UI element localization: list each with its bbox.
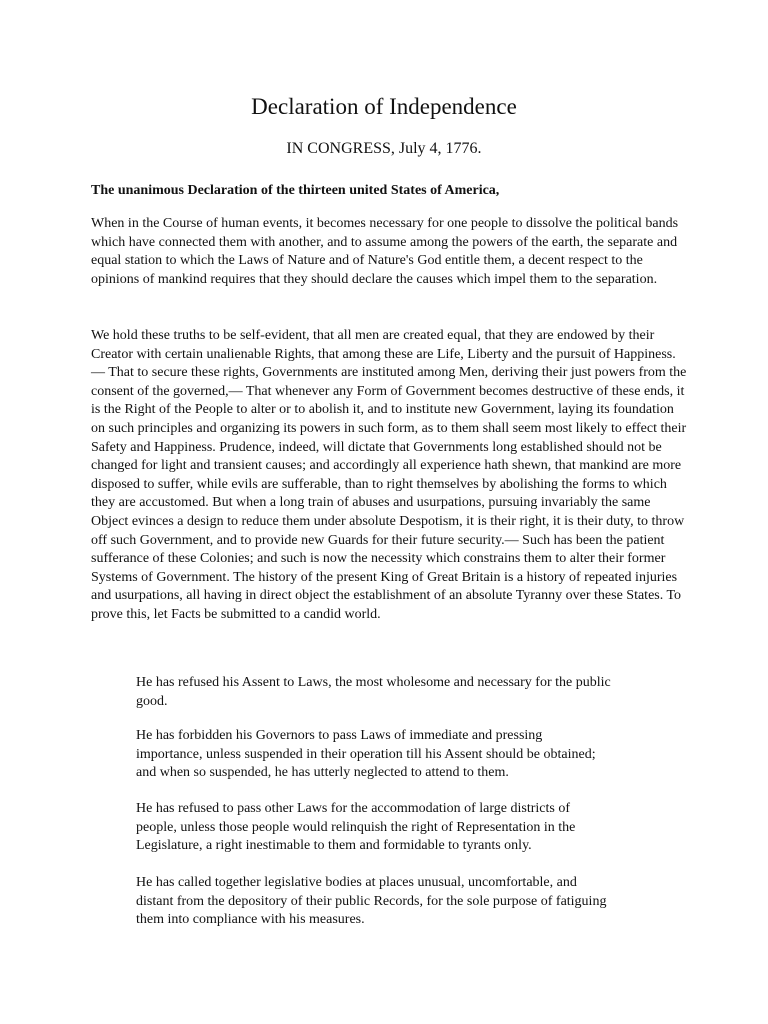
paragraph-truths: We hold these truths to be self-evident, that all men are created equal, that they are endowed by their Creator with certain unalienable Rights, that among these are Life, Liberty and the pursuit of Happiness.— That to secure these rights, Governments are instituted among Men, deriving their just powers from the consent of the governed,— That whenever any Form of Government becomes destructive of these ends, it is the Right of the People to alter or to abolish it, and to institute new Government, laying its foundation on such principles and organizing its powers in such form, as to them shall seem most likely to effect their Safety and Happiness. Prudence, indeed, will dictate that Governments long established should not be changed for light and transient causes; and accordingly all experience hath shewn, that mankind are more disposed to suffer, while evils are sufferable, than to right themselves by abolishing the forms to which they are accustomed. But when a long train of abuses and usurpations, pursuing invariably the same Object evinces a design to reduce them under absolute Despotism, it is their right, it is their duty, to throw off such Government, and to provide new Guards for their future security.— Such has been the patient sufferance of these Colonies; and such is now the necessity which constrains them to alter their former Systems of Government. The history of the present King of Great Britain is a history of repeated injuries and usurpations, all having in direct object the establishment of an absolute Tyranny over these States. To prove this, let Facts be submitted to a candid world. — [91, 328, 687, 622]
lead-heading: The unanimous Declaration of the thirteen united States of America, — [91, 183, 500, 198]
paragraph-preamble: When in the Course of human events, it becomes necessary for one people to dissolve the political bands which have connected them with another, and to assume among the powers of the earth, the separate and equal station to which the Laws of Nature and of Nature's God entitle them, a decent respect to the opinions of mankind requires that they should declare the causes which impel them to the separation. — [91, 216, 679, 287]
grievance-item: He has refused to pass other Laws for the accommodation of large districts of people, unless those people would relinquish the right of Representation in the Legislature, a right inestimable to them and formidable to tyrants only. — [136, 801, 576, 854]
document-title: Declaration of Independence — [251, 94, 517, 119]
document-subtitle: IN CONGRESS, July 4, 1776. — [286, 140, 482, 157]
grievance-item: He has refused his Assent to Laws, the most wholesome and necessary for the public good. — [136, 675, 611, 709]
grievance-item: He has called together legislative bodies at places unusual, uncomfortable, and distant from the depository of their public Records, for the sole purpose of fatiguing them into compliance with his measures. — [136, 875, 607, 928]
grievance-item: He has forbidden his Governors to pass Laws of immediate and pressing importance, unless suspended in their operation till his Assent should be obtained; and when so suspended, he has utterly neglected to attend to them. — [136, 728, 596, 781]
